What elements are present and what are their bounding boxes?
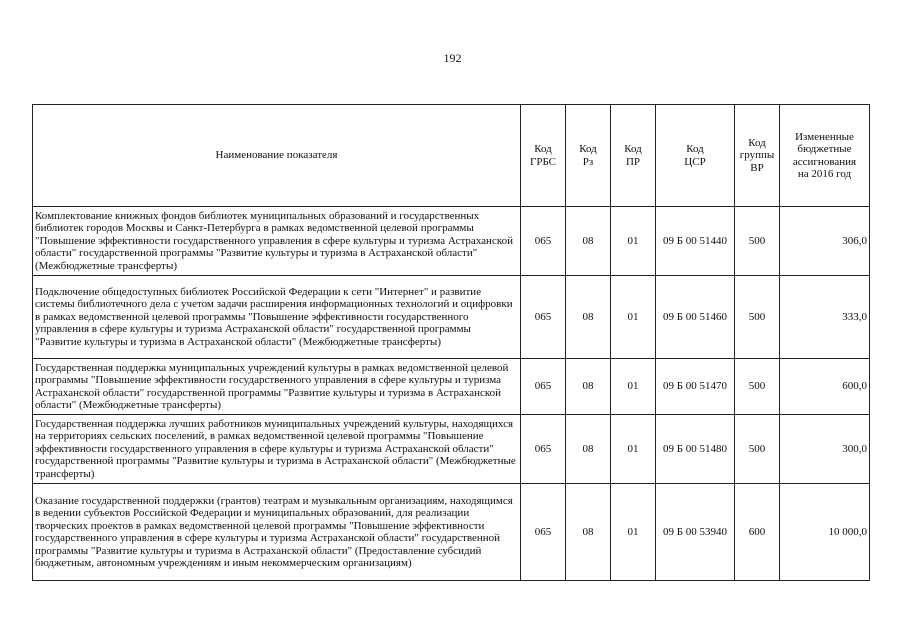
table-header-row [33, 105, 870, 207]
row-csr: 09 Б 00 51440 [656, 207, 735, 276]
row-amount: 333,0 [780, 276, 870, 359]
row-amount: 306,0 [780, 207, 870, 276]
row-vr: 500 [735, 415, 780, 484]
row-grbs: 065 [521, 359, 566, 415]
row-pr: 01 [611, 207, 656, 276]
page-number: 192 [443, 51, 462, 65]
row-csr: 09 Б 00 53940 [656, 484, 735, 581]
row-name: Государственная поддержка лучших работников муниципальных учреждений культуры, находящихся на территориях сельских поселений, в рамках ведомственной целевой программы "Повышение эффективности государственного управления в сфере культуры и туризма Астраханской области" государственной программы "Развитие культуры и туризма в Астраханской области" (Межбюджетные трансферты) [33, 415, 521, 484]
header-name: Наименование показателя [33, 105, 521, 207]
budget-table [32, 104, 870, 581]
row-name: Государственная поддержка муниципальных учреждений культуры в рамках ведомственной целевой программы "Повышение эффективности государственного управления в сфере культуры и туризма Астраханской области" государственной программы "Развитие культуры и туризма в Астраханской области" (Межбюджетные трансферты) [33, 359, 521, 415]
row-pr: 01 [611, 484, 656, 581]
row-pr: 01 [611, 415, 656, 484]
row-name: Оказание государственной поддержки (грантов) театрам и музыкальным организациям, находящимся в ведении субъектов Российской Федерации и муниципальных образований, для реализации творческих проектов в рамках ведомственной целевой программы "Повышение эффективности государственного управления в сфере культуры и туризма Астраханской области" государственной программы "Развитие культуры и туризма в Астраханской области" (Предоставление субсидий бюджетным, автономным учреждениям и иным некоммерческим организациям) [33, 484, 521, 581]
row-pr: 01 [611, 359, 656, 415]
row-grbs: 065 [521, 415, 566, 484]
header-csr: Код ЦСР [656, 105, 735, 207]
table-row [33, 276, 870, 359]
header-vr: Код группы ВР [735, 105, 780, 207]
row-rz: 08 [566, 276, 611, 359]
row-grbs: 065 [521, 207, 566, 276]
header-pr: Код ПР [611, 105, 656, 207]
row-vr: 600 [735, 484, 780, 581]
row-name: Подключение общедоступных библиотек Российской Федерации к сети "Интернет" и развитие системы библиотечного дела с учетом задачи расширения информационных технологий и оцифровки в рамках ведомственной целевой программы "Повышение эффективности государственного управления в сфере культуры и туризма Астраханской области" государственной программы "Развитие культуры и туризма в Астраханской области" (Межбюджетные трансферты) [33, 276, 521, 359]
row-rz: 08 [566, 484, 611, 581]
row-name: Комплектование книжных фондов библиотек муниципальных образований и государственных библиотек городов Москвы и Санкт-Петербурга в рамках ведомственной целевой программы "Повышение эффективности государственного управления в сфере культуры и туризма Астраханской области" государственной программы "Развитие культуры и туризма в Астраханской области" (Межбюджетные трансферты) [33, 207, 521, 276]
row-vr: 500 [735, 359, 780, 415]
row-csr: 09 Б 00 51480 [656, 415, 735, 484]
row-csr: 09 Б 00 51470 [656, 359, 735, 415]
row-amount: 600,0 [780, 359, 870, 415]
table-row [33, 207, 870, 276]
row-grbs: 065 [521, 276, 566, 359]
row-rz: 08 [566, 359, 611, 415]
table-row [33, 484, 870, 581]
row-vr: 500 [735, 207, 780, 276]
header-rz: Код Рз [566, 105, 611, 207]
row-amount: 10 000,0 [780, 484, 870, 581]
table-row [33, 359, 870, 415]
row-rz: 08 [566, 415, 611, 484]
row-amount: 300,0 [780, 415, 870, 484]
table-row [33, 415, 870, 484]
row-csr: 09 Б 00 51460 [656, 276, 735, 359]
row-vr: 500 [735, 276, 780, 359]
header-amount: Измененные бюджетные ассигнования на 2016 год [780, 105, 870, 207]
row-pr: 01 [611, 276, 656, 359]
header-grbs: Код ГРБС [521, 105, 566, 207]
row-rz: 08 [566, 207, 611, 276]
row-grbs: 065 [521, 484, 566, 581]
